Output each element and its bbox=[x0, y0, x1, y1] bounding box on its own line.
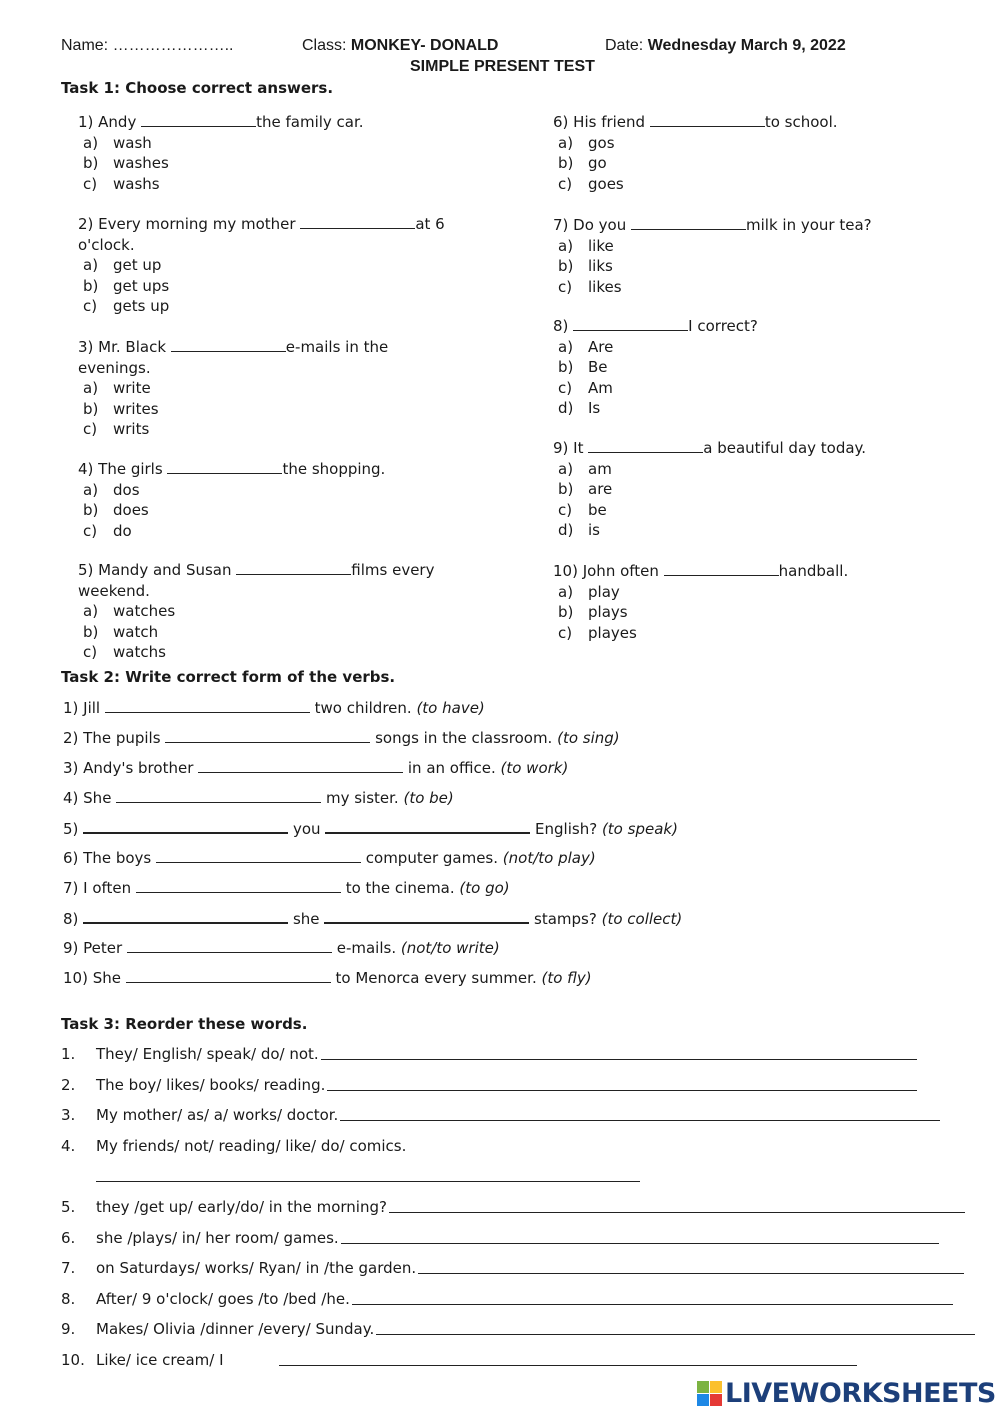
reorder-item bbox=[96, 1075, 325, 1095]
verb-blank[interactable] bbox=[156, 848, 361, 863]
option-letter: c) bbox=[83, 174, 98, 193]
verb-blank[interactable] bbox=[126, 968, 331, 983]
name-label: Name: bbox=[61, 37, 109, 54]
name-value: ………………….. bbox=[112, 37, 234, 54]
verb-item bbox=[63, 698, 485, 718]
question-line bbox=[78, 581, 434, 602]
reorder-text: After/ 9 o'clock/ goes /to /bed /he. bbox=[96, 1289, 350, 1308]
option-text: am bbox=[588, 459, 612, 478]
answer-option[interactable] bbox=[553, 398, 758, 419]
question-text: 6) His friend bbox=[553, 113, 650, 131]
question-text: 4) The girls bbox=[78, 460, 168, 478]
option-letter: c) bbox=[558, 277, 573, 296]
verb-item bbox=[63, 878, 510, 898]
answer-option[interactable] bbox=[78, 480, 385, 501]
answer-blank[interactable] bbox=[631, 215, 746, 230]
verb-text: songs in the classroom. bbox=[370, 729, 558, 747]
answer-option[interactable] bbox=[78, 296, 445, 317]
verb-hint: (to work) bbox=[500, 759, 569, 777]
option-text: goes bbox=[588, 174, 624, 193]
reorder-text: Makes/ Olivia /dinner /every/ Sunday. bbox=[96, 1320, 375, 1339]
answer-option[interactable] bbox=[78, 419, 388, 440]
verb-text: 8) bbox=[63, 910, 84, 928]
question-line bbox=[553, 112, 838, 133]
verb-hint: (not/to play) bbox=[502, 849, 596, 867]
reorder-text: My friends/ not/ reading/ like/ do/ comics. bbox=[96, 1136, 407, 1155]
liveworksheets-logo bbox=[697, 1378, 996, 1409]
verb-item bbox=[63, 968, 592, 988]
verb-blank[interactable] bbox=[165, 728, 370, 743]
answer-line[interactable] bbox=[389, 1212, 965, 1213]
reorder-number: 6. bbox=[61, 1228, 76, 1247]
question-text: handball. bbox=[778, 562, 849, 580]
class-field bbox=[302, 36, 498, 56]
question-text: 9) It bbox=[553, 439, 589, 457]
reorder-text: they /get up/ early/do/ in the morning? bbox=[96, 1198, 387, 1216]
answer-blank[interactable] bbox=[171, 337, 286, 352]
verb-text: to the cinema. bbox=[340, 879, 460, 897]
question-text: 7) Do you bbox=[553, 216, 631, 234]
date-label: Date: bbox=[605, 37, 644, 54]
verb-text: 3) Andy's brother bbox=[63, 759, 199, 777]
date-value: Wednesday March 9, 2022 bbox=[647, 37, 846, 54]
option-text: Am bbox=[588, 378, 613, 397]
verb-item bbox=[63, 818, 678, 839]
question-text: to school. bbox=[764, 113, 838, 131]
question-text: weekend. bbox=[78, 581, 150, 600]
reorder-number: 10. bbox=[61, 1351, 85, 1369]
answer-option[interactable] bbox=[553, 256, 872, 277]
verb-text: computer games. bbox=[361, 849, 503, 867]
option-text: writs bbox=[113, 420, 150, 438]
option-letter: c) bbox=[558, 378, 573, 397]
answer-option[interactable] bbox=[78, 153, 364, 174]
answer-option[interactable] bbox=[553, 236, 872, 257]
option-letter: a) bbox=[558, 582, 574, 601]
verb-item bbox=[63, 788, 454, 808]
option-text: are bbox=[588, 480, 613, 498]
question-line bbox=[78, 112, 364, 133]
option-text: watches bbox=[113, 602, 176, 620]
answer-option[interactable] bbox=[553, 174, 838, 195]
question-text: a beautiful day today. bbox=[703, 439, 867, 457]
answer-blank[interactable] bbox=[650, 112, 765, 127]
verb-text: English? bbox=[530, 820, 602, 838]
option-letter: c) bbox=[558, 500, 573, 519]
verb-blank[interactable] bbox=[83, 908, 288, 924]
option-text: be bbox=[588, 500, 607, 519]
option-text: Are bbox=[588, 337, 614, 356]
verb-text: 7) I often bbox=[63, 879, 136, 897]
option-text: Be bbox=[588, 358, 608, 376]
option-text: watchs bbox=[113, 643, 166, 661]
option-text: likes bbox=[588, 277, 622, 296]
option-text: is bbox=[588, 521, 600, 539]
reorder-text: she /plays/ in/ her room/ games. bbox=[96, 1228, 339, 1247]
question-line bbox=[553, 316, 758, 337]
verb-hint: (to fly) bbox=[541, 969, 592, 987]
verb-hint: (to collect) bbox=[601, 910, 683, 928]
option-letter: c) bbox=[558, 623, 573, 642]
option-text: liks bbox=[588, 257, 613, 275]
answer-line[interactable] bbox=[327, 1090, 917, 1091]
answer-option[interactable] bbox=[553, 520, 866, 541]
question-text: 8) bbox=[553, 317, 574, 335]
question-text: evenings. bbox=[78, 358, 151, 377]
option-text: do bbox=[113, 521, 132, 540]
answer-blank[interactable] bbox=[167, 459, 282, 474]
verb-blank[interactable] bbox=[136, 878, 341, 893]
question-text: films every bbox=[351, 561, 435, 579]
option-letter: b) bbox=[83, 399, 99, 418]
answer-option[interactable] bbox=[553, 602, 848, 623]
option-text: watch bbox=[113, 622, 159, 641]
answer-line[interactable] bbox=[352, 1304, 953, 1305]
option-text: playes bbox=[588, 623, 637, 642]
answer-option[interactable] bbox=[78, 642, 434, 663]
option-text: washes bbox=[113, 154, 169, 172]
question bbox=[553, 561, 848, 643]
question bbox=[78, 560, 434, 663]
answer-option[interactable] bbox=[78, 601, 434, 622]
question-text: 2) Every morning my mother bbox=[78, 215, 301, 233]
option-text: gets up bbox=[113, 297, 170, 315]
answer-option[interactable] bbox=[78, 174, 364, 195]
verb-blank[interactable] bbox=[83, 818, 288, 834]
reorder-text: Like/ ice cream/ I bbox=[96, 1351, 224, 1369]
answer-option[interactable] bbox=[78, 378, 388, 399]
reorder-item bbox=[96, 1289, 350, 1309]
verb-item bbox=[63, 758, 568, 778]
option-letter: a) bbox=[83, 133, 99, 152]
verb-hint: (to speak) bbox=[601, 820, 678, 838]
answer-option[interactable] bbox=[78, 255, 445, 276]
option-letter: d) bbox=[558, 399, 574, 417]
page-title: SIMPLE PRESENT TEST bbox=[410, 58, 595, 75]
question-text: 10) John often bbox=[553, 562, 664, 580]
answer-blank[interactable] bbox=[588, 438, 703, 453]
reorder-number: 9. bbox=[61, 1320, 76, 1339]
verb-text: 1) Jill bbox=[63, 699, 105, 717]
option-text: like bbox=[588, 236, 614, 255]
class-value: MONKEY- DONALD bbox=[350, 37, 499, 54]
question-text: at 6 bbox=[415, 215, 445, 233]
option-text: Is bbox=[588, 399, 601, 417]
option-letter: b) bbox=[83, 622, 99, 641]
option-letter: a) bbox=[83, 480, 99, 499]
option-text: write bbox=[113, 379, 151, 397]
reorder-number: 1. bbox=[61, 1045, 76, 1063]
reorder-item bbox=[96, 1228, 339, 1248]
question-line bbox=[78, 560, 434, 581]
question bbox=[553, 215, 872, 297]
option-letter: a) bbox=[83, 256, 99, 274]
question-line bbox=[553, 438, 866, 459]
question-line bbox=[553, 215, 872, 236]
question-line bbox=[78, 358, 388, 379]
reorder-item bbox=[96, 1197, 387, 1217]
verb-hint: (not/to write) bbox=[400, 939, 500, 957]
verb-hint: (to go) bbox=[459, 879, 510, 897]
verb-blank[interactable] bbox=[198, 758, 403, 773]
verb-text: 2) The pupils bbox=[63, 729, 166, 747]
answer-line[interactable] bbox=[418, 1273, 964, 1274]
verb-blank[interactable] bbox=[324, 908, 529, 924]
question bbox=[78, 459, 385, 541]
answer-option[interactable] bbox=[553, 500, 866, 521]
answer-line[interactable] bbox=[279, 1365, 857, 1366]
option-letter: a) bbox=[558, 459, 574, 478]
question-line bbox=[78, 235, 445, 256]
option-text: does bbox=[113, 501, 149, 519]
option-letter: b) bbox=[558, 154, 574, 172]
answer-option[interactable] bbox=[553, 153, 838, 174]
option-letter: a) bbox=[83, 379, 99, 397]
question bbox=[553, 438, 866, 541]
verb-blank[interactable] bbox=[127, 938, 332, 953]
question-line bbox=[78, 337, 388, 358]
question-text: milk in your tea? bbox=[746, 216, 872, 234]
date-field bbox=[605, 36, 846, 56]
verb-text: 5) bbox=[63, 820, 84, 838]
question-text: o'clock. bbox=[78, 235, 135, 254]
logo-text: LIVEWORKSHEETS bbox=[725, 1378, 996, 1409]
verb-text: she bbox=[288, 910, 325, 928]
option-letter: b) bbox=[83, 501, 99, 519]
answer-option[interactable] bbox=[78, 276, 445, 297]
question bbox=[553, 112, 838, 194]
reorder-text: They/ English/ speak/ do/ not. bbox=[96, 1045, 319, 1063]
option-letter: c) bbox=[558, 174, 573, 193]
question-text: 5) Mandy and Susan bbox=[78, 561, 237, 579]
option-text: gos bbox=[588, 133, 615, 152]
option-letter: d) bbox=[558, 521, 574, 539]
question-text: the family car. bbox=[256, 113, 364, 131]
verb-text: you bbox=[288, 820, 326, 838]
question bbox=[553, 316, 758, 419]
question-text: the shopping. bbox=[282, 460, 386, 478]
question bbox=[78, 337, 388, 440]
option-text: play bbox=[588, 582, 620, 601]
verb-hint: (to sing) bbox=[557, 729, 620, 747]
verb-hint: (to have) bbox=[416, 699, 485, 717]
option-text: washs bbox=[113, 174, 160, 193]
verb-text: two children. bbox=[309, 699, 417, 717]
option-letter: b) bbox=[558, 257, 574, 275]
answer-option[interactable] bbox=[553, 582, 848, 603]
answer-line[interactable] bbox=[96, 1181, 640, 1182]
verb-text: e-mails. bbox=[331, 939, 401, 957]
question-text: 3) Mr. Black bbox=[78, 338, 171, 356]
option-letter: c) bbox=[83, 420, 98, 438]
option-letter: b) bbox=[558, 480, 574, 498]
verb-item bbox=[63, 908, 682, 929]
option-letter: a) bbox=[558, 337, 574, 356]
question-line bbox=[78, 459, 385, 480]
verb-text: stamps? bbox=[529, 910, 602, 928]
verb-item bbox=[63, 848, 596, 868]
answer-option[interactable] bbox=[78, 133, 364, 154]
option-letter: c) bbox=[83, 521, 98, 540]
question bbox=[78, 214, 445, 317]
option-text: get ups bbox=[113, 276, 170, 295]
verb-blank[interactable] bbox=[116, 788, 321, 803]
reorder-item bbox=[96, 1319, 374, 1339]
reorder-number: 7. bbox=[61, 1259, 76, 1278]
task2-title: Task 2: Write correct form of the verbs. bbox=[61, 668, 396, 686]
reorder-text: The boy/ likes/ books/ reading. bbox=[96, 1075, 326, 1094]
reorder-number: 2. bbox=[61, 1075, 76, 1094]
reorder-text: on Saturdays/ works/ Ryan/ in /the garden. bbox=[96, 1259, 417, 1278]
answer-option[interactable] bbox=[553, 623, 848, 644]
answer-option[interactable] bbox=[553, 277, 872, 298]
option-letter: b) bbox=[558, 358, 574, 376]
answer-option[interactable] bbox=[78, 399, 388, 420]
reorder-item bbox=[96, 1350, 224, 1370]
verb-blank[interactable] bbox=[105, 698, 310, 713]
answer-blank[interactable] bbox=[236, 560, 351, 575]
reorder-item bbox=[96, 1258, 416, 1278]
reorder-item bbox=[96, 1105, 338, 1125]
reorder-number: 3. bbox=[61, 1106, 76, 1125]
verb-text: in an office. bbox=[403, 759, 501, 777]
answer-line[interactable] bbox=[341, 1243, 939, 1244]
option-letter: b) bbox=[83, 276, 99, 295]
verb-text: 6) The boys bbox=[63, 849, 156, 867]
answer-blank[interactable] bbox=[664, 561, 779, 576]
option-letter: a) bbox=[558, 236, 574, 255]
name-field bbox=[61, 36, 233, 56]
answer-blank[interactable] bbox=[300, 214, 415, 229]
answer-option[interactable] bbox=[553, 357, 758, 378]
question-text: e-mails in the bbox=[285, 338, 389, 356]
option-letter: b) bbox=[83, 154, 99, 172]
answer-blank[interactable] bbox=[573, 316, 688, 331]
option-letter: b) bbox=[558, 603, 574, 621]
reorder-text: My mother/ as/ a/ works/ doctor. bbox=[96, 1106, 339, 1125]
verb-item bbox=[63, 938, 500, 958]
verb-text: 10) She bbox=[63, 969, 126, 987]
answer-option[interactable] bbox=[78, 500, 385, 521]
answer-option[interactable] bbox=[78, 521, 385, 542]
reorder-number: 5. bbox=[61, 1198, 76, 1216]
option-letter: a) bbox=[558, 133, 574, 152]
reorder-number: 8. bbox=[61, 1289, 76, 1308]
option-text: plays bbox=[588, 603, 628, 621]
question-line bbox=[553, 561, 848, 582]
question-text: I correct? bbox=[688, 317, 758, 335]
option-text: wash bbox=[113, 133, 152, 152]
answer-blank[interactable] bbox=[141, 112, 256, 127]
option-text: get up bbox=[113, 256, 162, 274]
answer-line[interactable] bbox=[340, 1120, 940, 1121]
option-text: writes bbox=[113, 399, 159, 418]
reorder-item bbox=[96, 1044, 319, 1064]
answer-option[interactable] bbox=[553, 378, 758, 399]
option-letter: c) bbox=[83, 297, 98, 315]
answer-option[interactable] bbox=[553, 133, 838, 154]
verb-text: my sister. bbox=[321, 789, 404, 807]
verb-blank[interactable] bbox=[325, 818, 530, 834]
logo-tiles-icon bbox=[697, 1381, 722, 1406]
option-letter: a) bbox=[83, 602, 99, 620]
task1-title: Task 1: Choose correct answers. bbox=[61, 79, 334, 97]
option-letter: c) bbox=[83, 643, 98, 661]
verb-item bbox=[63, 728, 620, 748]
answer-line[interactable] bbox=[321, 1059, 917, 1060]
reorder-number: 4. bbox=[61, 1136, 76, 1155]
verb-text: to Menorca every summer. bbox=[330, 969, 542, 987]
question-line bbox=[78, 214, 445, 235]
reorder-item bbox=[96, 1136, 406, 1156]
answer-option[interactable] bbox=[78, 622, 434, 643]
answer-line[interactable] bbox=[376, 1334, 975, 1335]
question-text: 1) Andy bbox=[78, 113, 142, 131]
option-text: go bbox=[588, 154, 607, 172]
answer-option[interactable] bbox=[553, 459, 866, 480]
answer-option[interactable] bbox=[553, 337, 758, 358]
class-label: Class: bbox=[302, 37, 347, 54]
answer-option[interactable] bbox=[553, 479, 866, 500]
option-text: dos bbox=[113, 480, 140, 499]
question bbox=[78, 112, 364, 194]
task3-title: Task 3: Reorder these words. bbox=[61, 1015, 308, 1033]
verb-text: 4) She bbox=[63, 789, 117, 807]
verb-text: 9) Peter bbox=[63, 939, 127, 957]
verb-hint: (to be) bbox=[403, 789, 454, 807]
